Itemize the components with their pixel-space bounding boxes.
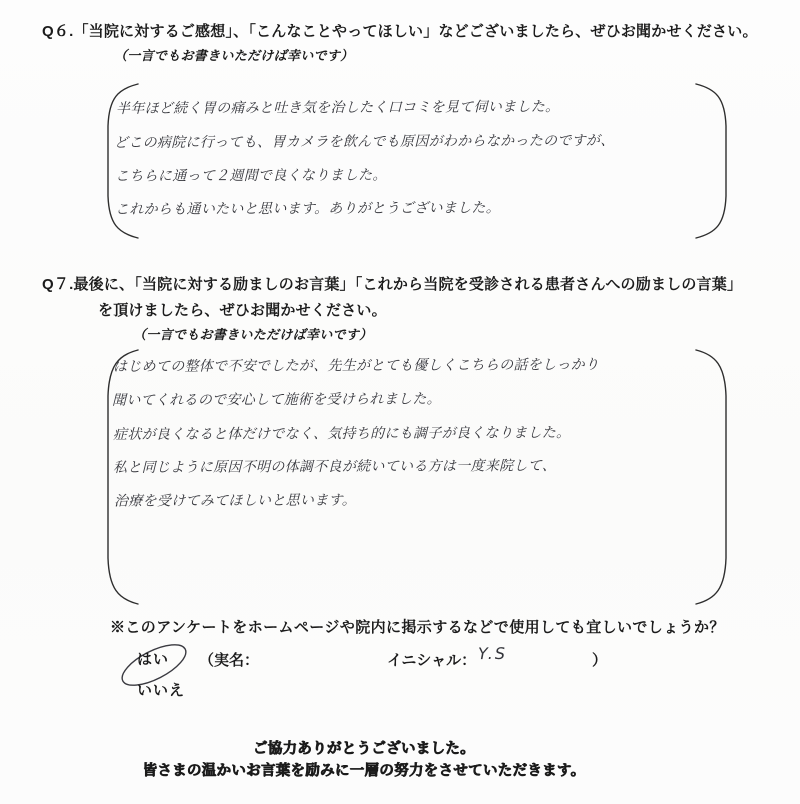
q7-label: Q７. <box>42 276 74 293</box>
close-paren: ） <box>592 652 608 669</box>
q7-question <box>42 273 742 294</box>
footer-thanks-line1: ご協力ありがとうございました。 <box>253 741 475 757</box>
q6-answer-line: どこの病院に行っても、胃カメラを飲んでも原因がわからなかったのですが、 <box>113 132 615 152</box>
q7-bracket-right-icon <box>692 348 738 606</box>
q7-note: （一言でもお書きいただけば幸いです） <box>133 327 373 342</box>
real-name-blank[interactable] <box>260 649 380 667</box>
q6-answer-line: これからも通いたいと思います。ありがとうございました。 <box>114 200 501 218</box>
q7-question-text-1: 最後に、「当院に対する励ましのお言葉」「これから当院を受診される患者さんへの励ましの言葉」 <box>73 276 743 293</box>
footer-thanks-line2: 皆さまの温かいお言葉を励みに一層の努力をさせていただきます。 <box>142 763 586 779</box>
q6-question-text: 「当院に対するご感想」、「こんなことやってほしい」などございましたら、ぜひお聞かせください。 <box>73 23 758 40</box>
q6-answer-line: 半年ほど続く胃の痛みと吐き気を治したく口コミを見て伺いました。 <box>115 99 560 117</box>
q7-answer-line: 症状が良くなると体だけでなく、気持ち的にも調子が良くなりました。 <box>112 425 571 443</box>
q6-answer-line: こちらに通って２週間で良くなりました。 <box>114 167 387 185</box>
initial-label: イニシャル： <box>387 652 477 669</box>
q7-bracket-left-icon <box>96 348 142 606</box>
real-name-label: （実名： <box>199 652 260 669</box>
q7-question-text-2: を頂けましたら、ぜひお聞かせください。 <box>98 302 387 319</box>
consent-option-yes[interactable]: はい <box>137 651 170 668</box>
consent-question: ※このアンケートをホームページや院内に掲示するなどで使用しても宜しいでしょうか？ <box>110 619 725 636</box>
q7-answer-line: はじめての整体で不安でしたが、先生がとても優しくこちらの話をしっかり <box>112 356 600 376</box>
q7-answer-line: 治療を受けてみてほしいと思います。 <box>113 492 357 510</box>
q6-bracket-right-icon <box>692 82 738 240</box>
initial-value[interactable]: Y.S <box>477 643 507 664</box>
consent-option-no[interactable]: いいえ <box>137 682 186 699</box>
q6-label: Q６. <box>42 23 74 40</box>
q6-note: （一言でもお書きいただけば幸いです） <box>114 48 354 63</box>
q7-answer-line: 私と同じように原因不明の体調不良が続いている方は一度来院して、 <box>112 458 557 476</box>
q7-answer-line: 聞いてくれるので安心して施術を受けられました。 <box>111 391 441 409</box>
q6-question <box>42 20 758 41</box>
